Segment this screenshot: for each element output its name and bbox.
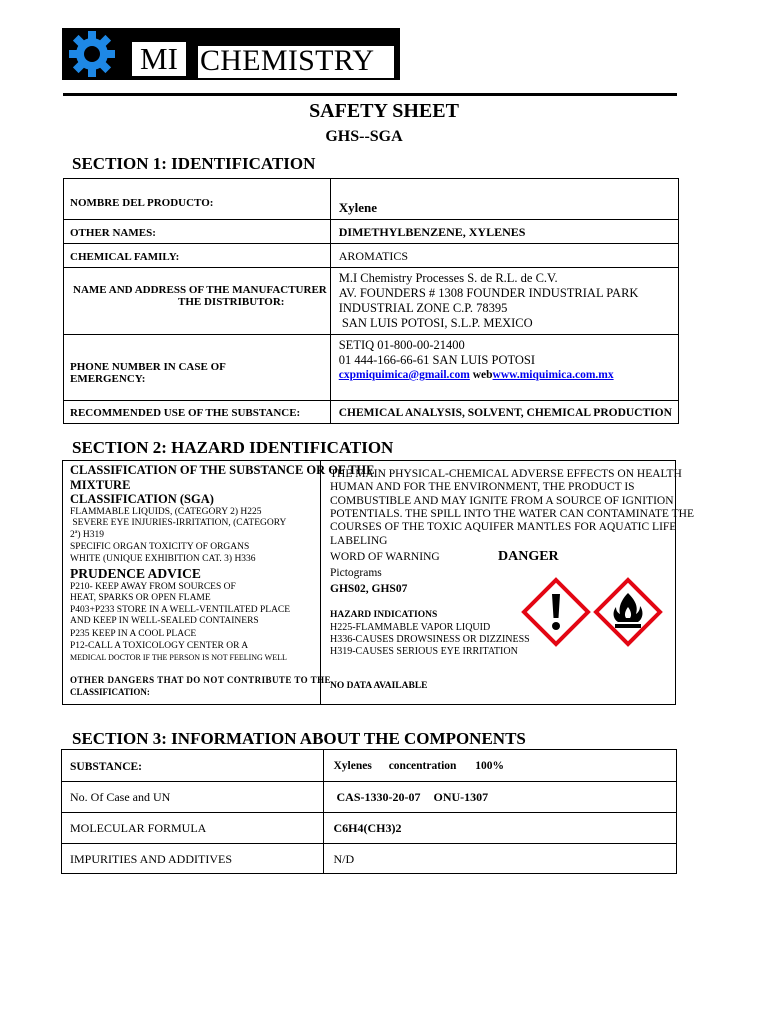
product-name-label: NOMBRE DEL PRODUCTO:	[70, 197, 214, 209]
effects-line: COMBUSTIBLE AND MAY IGNITE FROM A SOURCE OF IGNITION	[330, 495, 674, 507]
chemical-family-value: AROMATICS	[338, 248, 409, 263]
effects-line: POTENTIALS. THE SPILL INTO THE WATER CAN CONTAMINATE THE	[330, 508, 694, 520]
manufacturer-address-line: INDUSTRIAL ZONE C.P. 78395	[338, 301, 508, 315]
table-row	[64, 401, 679, 424]
impurities-label: IMPURITIES AND ADDITIVES	[70, 852, 232, 866]
other-names-value: DIMETHYLBENZENE, XYLENES	[338, 224, 526, 239]
components-table	[61, 749, 677, 874]
classification-line: FLAMMABLE LIQUIDS, (CATEGORY 2) H225	[70, 507, 262, 517]
company-logo	[62, 28, 400, 80]
table-row	[64, 335, 679, 401]
hazard-indication-line: H225-FLAMMABLE VAPOR LIQUID	[330, 622, 491, 633]
classification-heading-line1: CLASSIFICATION OF THE SUBSTANCE OR OF THE	[70, 463, 375, 477]
logo-chemistry-text: CHEMISTRY	[200, 46, 375, 77]
danger-signal-word: DANGER	[498, 549, 559, 564]
table-row	[62, 813, 677, 844]
logo-mi-text: MI	[140, 41, 178, 76]
section2-heading: SECTION 2: HAZARD IDENTIFICATION	[72, 438, 394, 457]
table-row	[64, 179, 679, 220]
website-link[interactable]: www.miquimica.com.mx	[492, 369, 614, 381]
hazard-column-divider	[320, 460, 321, 705]
identification-table	[63, 178, 679, 424]
table-row	[64, 268, 679, 335]
concentration-value: 100%	[475, 759, 505, 772]
manufacturer-address-line: AV. FOUNDERS # 1308 FOUNDER INDUSTRIAL PARK	[338, 286, 639, 300]
table-row	[62, 750, 677, 782]
flame-icon	[593, 577, 663, 647]
labeling-label: LABELING	[330, 535, 388, 547]
table-row	[62, 844, 677, 874]
other-dangers-line1: OTHER DANGERS THAT DO NOT CONTRIBUTE TO THE	[70, 675, 332, 685]
emergency-phone-setiq: SETIQ 01-800-00-21400	[338, 338, 465, 352]
exclamation-mark-icon	[521, 577, 591, 647]
section3-heading: SECTION 3: INFORMATION ABOUT THE COMPONENTS	[72, 729, 526, 748]
prudence-line: P210- KEEP AWAY FROM SOURCES OF	[70, 582, 236, 592]
chemical-family-label: CHEMICAL FAMILY:	[70, 250, 180, 263]
substance-label: SUBSTANCE:	[70, 760, 142, 773]
pictogram-codes: GHS02, GHS07	[330, 583, 408, 595]
gear-icon	[64, 28, 120, 80]
section1-heading: SECTION 1: IDENTIFICATION	[72, 154, 316, 173]
pictograms-label: Pictograms	[330, 567, 382, 579]
effects-line: THE MAIN PHYSICAL-CHEMICAL ADVERSE EFFECTS ON HEALTH	[330, 468, 682, 480]
recommended-use-label: RECOMMENDED USE OF THE SUBSTANCE:	[70, 407, 301, 419]
classification-line: SEVERE EYE INJURIES-IRRITATION, (CATEGORY	[70, 518, 287, 528]
prudence-line: P12-CALL A TOXICOLOGY CENTER OR A	[70, 641, 249, 651]
table-row	[64, 244, 679, 268]
classification-line: SPECIFIC ORGAN TOXICITY OF ORGANS	[70, 542, 250, 552]
emergency-label-line2: EMERGENCY:	[70, 372, 146, 385]
recommended-use-value: CHEMICAL ANALYSIS, SOLVENT, CHEMICAL PRODUCTION	[338, 407, 672, 419]
emergency-label-line1: PHONE NUMBER IN CASE OF	[70, 360, 226, 373]
prudence-line-small: MEDICAL DOCTOR IF THE PERSON IS NOT FEELING WELL	[70, 653, 287, 662]
header-divider	[63, 93, 677, 96]
web-label: web	[472, 369, 493, 381]
hazard-indication-line: H319-CAUSES SERIOUS EYE IRRITATION	[330, 646, 518, 657]
molecular-formula-value: C6H4(CH3)2	[333, 821, 402, 835]
other-names-label: OTHER NAMES:	[70, 226, 156, 239]
un-number: ONU-1307	[433, 789, 489, 804]
manufacturer-address-line: SAN LUIS POTOSI, S.L.P. MEXICO	[338, 316, 533, 330]
prudence-line: P403+P233 STORE IN A WELL-VENTILATED PLACE	[70, 605, 291, 615]
manufacturer-label-line1: NAME AND ADDRESS OF THE MANUFACTURER	[73, 284, 327, 296]
prudence-line: P235 KEEP IN A COOL PLACE	[70, 629, 197, 639]
classification-heading-line2: MIXTURE	[70, 478, 131, 492]
manufacturer-address-line: M.I Chemistry Processes S. de R.L. de C.V.	[338, 271, 558, 285]
prudence-line: HEAT, SPARKS OR OPEN FLAME	[70, 593, 211, 603]
prudence-line: AND KEEP IN WELL-SEALED CONTAINERS	[70, 616, 259, 626]
substance-name: Xylenes	[333, 759, 372, 772]
classification-line: WHITE (UNIQUE EXHIBITION CAT. 3) H336	[70, 554, 256, 564]
other-dangers-line2: CLASSIFICATION:	[70, 687, 150, 697]
table-row	[62, 782, 677, 813]
case-un-label: No. Of Case and UN	[70, 790, 171, 804]
concentration-label: concentration	[388, 759, 457, 772]
effects-line: COURSES OF THE TOXIC AQUIFER MANTLES FOR AQUATIC LIFE	[330, 521, 677, 533]
hazard-indication-line: H336-CAUSES DROWSINESS OR DIZZINESS	[330, 634, 530, 645]
impurities-value: N/D	[333, 851, 355, 866]
effects-line: HUMAN AND FOR THE ENVIRONMENT, THE PRODUCT IS	[330, 481, 635, 493]
contact-email-link[interactable]: cxpmiquimica@gmail.com	[338, 369, 470, 381]
sga-heading: CLASSIFICATION (SGA)	[70, 492, 214, 506]
hazard-indications-heading: HAZARD INDICATIONS	[330, 610, 438, 620]
product-name-value: Xylene	[338, 200, 378, 215]
cas-number: CAS-1330-20-07	[336, 789, 421, 804]
emergency-phone-local: 01 444-166-66-61 SAN LUIS POTOSI	[338, 353, 536, 367]
no-data-available: NO DATA AVAILABLE	[330, 681, 428, 691]
molecular-formula-label: MOLECULAR FORMULA	[70, 821, 207, 835]
manufacturer-label-line2: THE DISTRIBUTOR:	[178, 296, 285, 308]
table-row	[64, 220, 679, 244]
word-of-warning-label: WORD OF WARNING	[330, 551, 440, 563]
page-subtitle: GHS--SGA	[325, 128, 403, 145]
prudence-heading: PRUDENCE ADVICE	[70, 566, 201, 581]
classification-line: 2ª) H319	[70, 530, 105, 540]
page-title: SAFETY SHEET	[309, 100, 459, 122]
